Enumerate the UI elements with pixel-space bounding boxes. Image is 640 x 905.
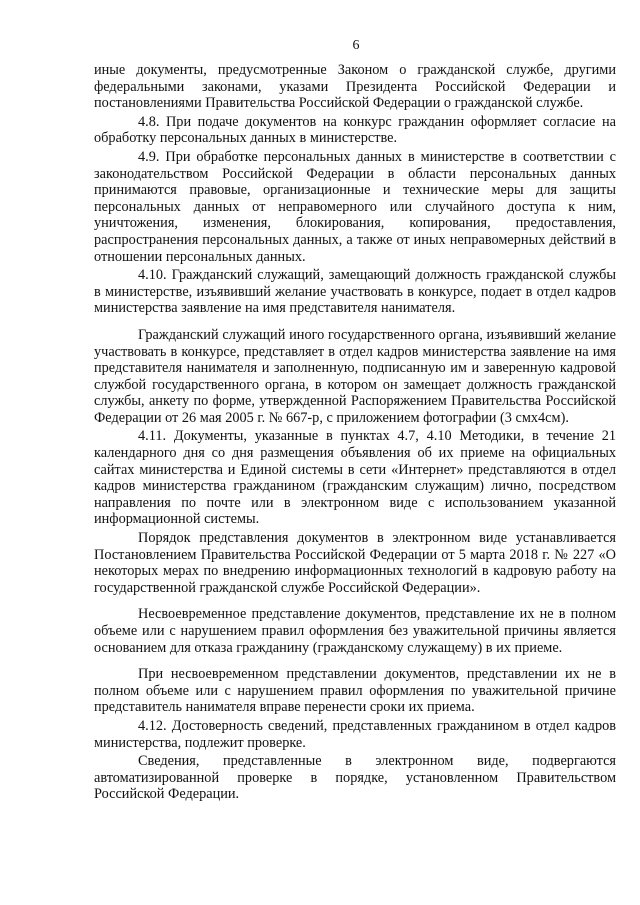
paragraph: Порядок представления документов в электронном виде устанавливается Постановлением Правительства Российской Федерации от 5 марта 2018 г. № 227 «О некоторых мерах по внедрению информационных технологий в кадровую работу на государственной гражданской службе Российской Федерации». — [94, 530, 616, 596]
paragraph: 4.12. Достоверность сведений, представленных гражданином в отдел кадров министерства, подлежит проверке. — [94, 717, 616, 751]
paragraph: 4.10. Гражданский служащий, замещающий должность гражданской службы в министерстве, изъявивший желание участвовать в конкурсе, подает в отдел кадров министерства заявление на имя представителя нанимателя. — [94, 267, 616, 317]
paragraph: Несвоевременное представление документов, представление их не в полном объеме или с нарушением правил оформления без уважительной причины является основанием для отказа гражданину (гражданскому служащему) в их приеме. — [94, 606, 616, 656]
paragraph: 4.11. Документы, указанные в пунктах 4.7, 4.10 Методики, в течение 21 календарного дня со дня размещения объявления об их приеме на официальных сайтах министерства и Единой системы в сети «Интернет» представляются в отдел кадров министерства гражданином (гражданским служащим) лично, посредством направления по почте или в электронном виде с использованием указанной информационной системы. — [94, 428, 616, 528]
paragraph: Сведения, представленные в электронном виде, подвергаются автоматизированной проверке в порядке, установленном Правительством Российской Федерации. — [94, 753, 616, 803]
paragraph: иные документы, предусмотренные Законом о гражданской службе, другими федеральными законами, указами Президента Российской Федерации и постановлениями Правительства Российской Федерации о гражданской службе. — [94, 62, 616, 112]
paragraph: 4.8. При подаче документов на конкурс гражданин оформляет согласие на обработку персональных данных в министерстве. — [94, 113, 616, 147]
paragraph: При несвоевременном представлении документов, представлении их не в полном объеме или с нарушением правил оформления по уважительной причине представитель нанимателя вправе перенести сроки их приема. — [94, 666, 616, 716]
document-body — [94, 62, 616, 805]
paragraph: Гражданский служащий иного государственного органа, изъявивший желание участвовать в конкурсе, представляет в отдел кадров министерства заявление на имя представителя нанимателя и заполненную, подписанную им и заверенную кадровой службой государственного органа, в котором он замещает должность гражданской службы, анкету по форме, утвержденной Распоряжением Правительства Российской Федерации от 26 мая 2005 г. № 667-р, с приложением фотографии (3 смх4см). — [94, 326, 616, 426]
page-number: 6 — [352, 38, 360, 53]
paragraph: 4.9. При обработке персональных данных в министерстве в соответствии с законодательством Российской Федерации в области персональных данных принимаются правовые, организационные и технические меры для защиты персональных данных от неправомерного или случайного доступа к ним, уничтожения, изменения, блокирования, копирования, предоставления, распространения персональных данных, а также от иных неправомерных действий в отношении персональных данных. — [94, 148, 616, 265]
